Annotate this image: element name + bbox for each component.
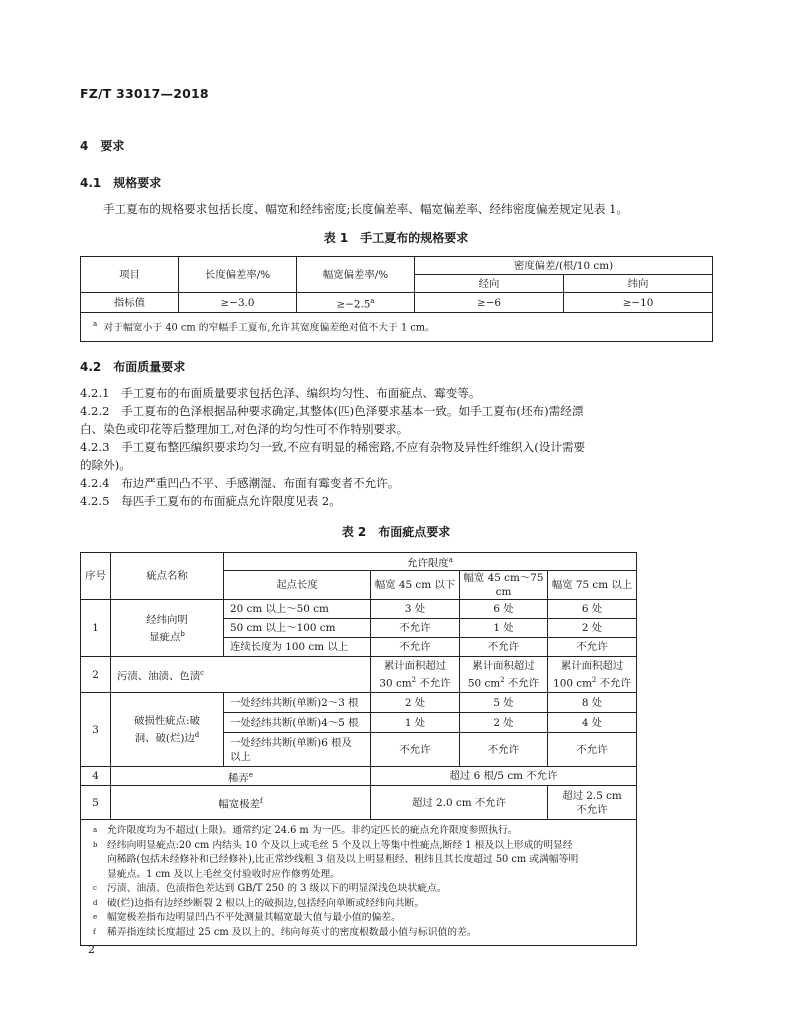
- t2-r3c-start: [224, 733, 371, 767]
- t2-r3b-v3: 4 处: [548, 713, 637, 733]
- t2-r5-name-mark: f: [259, 797, 263, 806]
- t2-r1a-start: 20 cm 以上～50 cm: [224, 600, 371, 619]
- t1-header-width: 幅宽偏差率/%: [297, 257, 415, 293]
- t2-fn-b-cont1-text: 向稀路(包括未经修补和已经修补),比正常纱线粗 3 倍及以上明显粗经、粗纬且其长度超过 50 cm 或满幅等明: [107, 854, 579, 866]
- t2-r4-name: [111, 767, 371, 786]
- t2-fn-e: [93, 911, 626, 926]
- t2-r3c-v2: 不允许: [460, 733, 548, 767]
- t2-r2-v3: [548, 657, 637, 693]
- t2-r5-value-3: [548, 786, 637, 820]
- t2-header-no: 序号: [81, 553, 111, 600]
- paragraph-4-2-3-line1: 4.2.3 手工夏布整匹编织要求均匀一致,不应有明显的稀密路,不应有杂物及异性纤维织入(设计需要: [80, 440, 586, 454]
- t2-r3a-v2: 5 处: [460, 693, 548, 713]
- t2-fn-f-text: 稀弄指连续长度超过 25 cm 及以上的、纬向每英寸的密度根数最小值与标识值的差。: [107, 926, 477, 938]
- t2-fn-a: [93, 824, 626, 839]
- t2-r3a-v3: 8 处: [548, 693, 637, 713]
- t2-header-allowance-mark: a: [448, 556, 453, 564]
- table-2-caption: 表 2 布面疵点要求: [341, 525, 451, 539]
- t2-header-width-1: 幅宽 45 cm 以下: [371, 571, 460, 600]
- t2-header-start-length: 起点长度: [224, 571, 371, 600]
- t2-r1b-v2: 1 处: [460, 619, 548, 638]
- t2-r3b-v1: 1 处: [371, 713, 460, 733]
- t2-r1a-v3: 6 处: [548, 600, 637, 619]
- t1-header-density: 密度偏差/(根/10 cm): [415, 257, 713, 275]
- t2-r2-name: [111, 657, 371, 693]
- t1-value-width: [297, 293, 415, 313]
- t2-r2-name-mark: c: [200, 669, 205, 678]
- t2-r2-v3-line1: 累计面积超过: [560, 660, 624, 673]
- t2-fn-b-cont2: [93, 868, 626, 883]
- paragraph-4-2-1: 4.2.1 手工夏布的布面质量要求包括色泽、编织均匀性、布面疵点、霉变等。: [80, 386, 481, 400]
- t2-r5-name: [111, 786, 371, 820]
- t1-value-warp: ≥−6: [415, 293, 564, 313]
- t2-footnotes: [81, 820, 637, 946]
- t2-r4-name-mark: e: [248, 770, 253, 779]
- t2-r4-name-text: 稀弄: [228, 772, 249, 785]
- t2-fn-b-text: 经纬向明显疵点:20 cm 内结头 10 个及以上或毛丝 5 个及以上等集中性疵点,断经 1 根及以上形成的明显经: [107, 839, 573, 851]
- paragraph-4-1: 手工夏布的规格要求包括长度、幅宽和经纬密度;长度偏差率、幅宽偏差率、经纬密度偏差规定见表 1。: [103, 202, 629, 216]
- t2-r2-name-text: 污渍、油渍、色渍: [117, 670, 201, 683]
- page-number: 2: [88, 943, 95, 956]
- t1-footnote-text: 对于幅宽小于 40 cm 的窄幅手工夏布,允许其宽度偏差绝对值不大于 1 cm。: [103, 322, 435, 334]
- t2-r2-no: 2: [81, 657, 111, 693]
- t2-r3b-v2: 2 处: [460, 713, 548, 733]
- t2-r5-no: 5: [81, 786, 111, 820]
- t2-r1-name-line1: 经纬向明: [146, 613, 188, 626]
- standard-code-header: FZ/T 33017—2018: [80, 86, 209, 101]
- t2-fn-b: [93, 839, 626, 854]
- t2-r1b-start: 50 cm 以上～100 cm: [224, 619, 371, 638]
- t2-r3-name-line2-text: 洞、破(烂)边: [134, 732, 195, 745]
- t2-r2-v1-sq: 2: [411, 676, 417, 685]
- t2-r1c-v2: 不允许: [460, 638, 548, 657]
- t2-r2-v3-area: 100 cm: [553, 677, 592, 690]
- t2-r3c-v1: 不允许: [371, 733, 460, 767]
- t2-r1a-v2: 6 处: [460, 600, 548, 619]
- t2-r3c-start-line2: 以上: [230, 750, 251, 763]
- t2-r4-value: 超过 6 根/5 cm 不允许: [371, 767, 637, 786]
- t2-r3c-v3: 不允许: [548, 733, 637, 767]
- t2-r1c-v1: 不允许: [371, 638, 460, 657]
- t2-fn-f-mark: f: [93, 927, 96, 936]
- t1-header-warp: 经向: [415, 275, 564, 293]
- t2-r2-v3-line2: [550, 673, 634, 690]
- t1-value-width-text: ≥−2.5: [336, 298, 371, 311]
- t2-r3-name: [111, 693, 224, 767]
- t2-fn-f: [93, 926, 626, 941]
- t1-value-width-mark: a: [370, 296, 375, 305]
- table-1: [80, 256, 713, 342]
- t2-r3a-v1: 2 处: [371, 693, 460, 713]
- t2-fn-b-mark: b: [93, 840, 98, 849]
- t2-header-allowance: [224, 553, 637, 571]
- paragraph-4-2-4: 4.2.4 布边严重凹凸不平、手感潮湿、布面有霉变者不允许。: [80, 476, 400, 490]
- t2-header-allowance-text: 允许限度: [407, 557, 449, 570]
- t2-r1b-v1: 不允许: [371, 619, 460, 638]
- t2-fn-d-mark: d: [93, 898, 98, 907]
- t1-header-item: 项目: [81, 257, 179, 293]
- t1-value-length: ≥−3.0: [179, 293, 297, 313]
- t2-r4-no: 4: [81, 767, 111, 786]
- t2-r5-value-12: 超过 2.0 cm 不允许: [371, 786, 548, 820]
- t2-r2-v1-line2: [373, 673, 457, 690]
- paragraph-4-2-2-line2: 白、染色或印花等后整理加工,对色泽的均匀性可不作特别要求。: [80, 422, 409, 436]
- t2-r2-v2-area: 50 cm: [467, 677, 501, 690]
- t2-fn-b-cont2-text: 显疵点。1 cm 及以上毛丝交付验收时应作修剪处理。: [107, 868, 340, 880]
- t2-r2-v1: [371, 657, 460, 693]
- t2-header-width-2: 幅宽 45 cm～75 cm: [460, 571, 548, 600]
- t1-header-weft: 纬向: [564, 275, 713, 293]
- t2-r1-no: 1: [81, 600, 111, 657]
- table-1-caption: 表 1 手工夏布的规格要求: [323, 231, 469, 245]
- t2-fn-d: [93, 897, 626, 912]
- paragraph-4-2-5: 4.2.5 每匹手工夏布的布面疵点允许限度见表 2。: [80, 494, 341, 508]
- t2-fn-b-cont1: [93, 853, 626, 868]
- t2-r2-v3-rule: 不允许: [596, 677, 631, 690]
- t2-r3-name-line2: [113, 728, 221, 745]
- t1-row-label: 指标值: [81, 293, 179, 313]
- t2-r1-name-mark: b: [180, 629, 185, 638]
- t2-r2-v1-area: 30 cm: [379, 677, 412, 690]
- t2-r3-name-line1: 破损性疵点:破: [134, 715, 200, 728]
- t2-r1c-v3: 不允许: [548, 638, 637, 657]
- t2-fn-d-text: 破(烂)边指有边经纱断裂 2 根以上的破损边,包括经向单断或经纬向共断。: [107, 897, 425, 909]
- t2-r3a-start: 一处经纬共断(单断)2～3 根: [224, 693, 371, 713]
- t2-r5-name-text: 幅宽极差: [218, 798, 260, 811]
- t2-fn-c-text: 污渍、油渍、色渍指色差达到 GB/T 250 的 3 级以下的明显深浅色块状疵点。: [107, 883, 447, 895]
- t2-fn-a-text: 允许限度均为不超过(上限)。通常约定 24.6 m 为一匹。非约定匹长的疵点允许限度参照执行。: [107, 825, 518, 837]
- paragraph-4-2-2-line1: 4.2.2 手工夏布的色泽根据品种要求确定,其整体(匹)色泽要求基本一致。如手工夏布(坯布)需经漂: [80, 404, 584, 418]
- t2-r3b-start: 一处经纬共断(单断)4～5 根: [224, 713, 371, 733]
- t2-r1b-v3: 2 处: [548, 619, 637, 638]
- t2-r1-name-line2-text: 显疵点: [149, 631, 181, 644]
- t2-r1a-v1: 3 处: [371, 600, 460, 619]
- t2-r1-name-line2: [113, 627, 221, 644]
- t2-r2-v2: [460, 657, 548, 693]
- t2-r2-v2-line1: 累计面积超过: [472, 660, 535, 673]
- t2-r2-v2-line2: [462, 673, 545, 690]
- t1-footnote: [81, 313, 713, 342]
- t2-fn-b-cont2-mark: [93, 868, 107, 883]
- t2-fn-a-mark: a: [93, 826, 98, 835]
- t2-header-width-3: 幅宽 75 cm 以上: [548, 571, 637, 600]
- t2-r2-v1-rule: 不允许: [416, 677, 451, 690]
- t2-r2-v2-rule: 不允许: [504, 677, 540, 690]
- t2-fn-e-text: 幅宽极差指布边明显凹凸不平处测量其幅宽最大值与最小值的偏差。: [107, 912, 401, 924]
- t2-r2-v1-line1: 累计面积超过: [383, 660, 447, 673]
- t2-fn-c: [93, 882, 626, 897]
- t2-fn-b-cont1-mark: [93, 853, 107, 868]
- section-4-heading: 4 要求: [80, 139, 125, 153]
- t2-r5-value-3-line2: 不允许: [576, 803, 608, 816]
- paragraph-4-2-3-line2: 的除外)。: [80, 458, 131, 472]
- t1-header-length: 长度偏差率/%: [179, 257, 297, 293]
- table-2: [80, 552, 637, 946]
- t2-header-name: 疵点名称: [111, 553, 224, 600]
- t1-value-weft: ≥−10: [564, 293, 713, 313]
- t2-r1c-start: 连续长度为 100 cm 以上: [224, 638, 371, 657]
- t2-r2-v2-sq: 2: [500, 676, 505, 685]
- t2-r2-v3-sq: 2: [591, 676, 597, 685]
- t2-r3-no: 3: [81, 693, 111, 767]
- t2-r1-name: [111, 600, 224, 657]
- section-4-1-heading: 4.1 规格要求: [80, 176, 162, 190]
- t1-footnote-mark: a: [93, 320, 98, 328]
- t2-r3c-start-line1: 一处经纬共断(单断)6 根及: [230, 736, 352, 749]
- t2-fn-c-mark: c: [93, 884, 97, 893]
- t2-fn-e-mark: e: [93, 913, 98, 922]
- section-4-2-heading: 4.2 布面质量要求: [80, 360, 186, 374]
- t2-r3-name-mark: d: [194, 731, 200, 740]
- t2-r5-value-3-line1: 超过 2.5 cm: [562, 789, 622, 802]
